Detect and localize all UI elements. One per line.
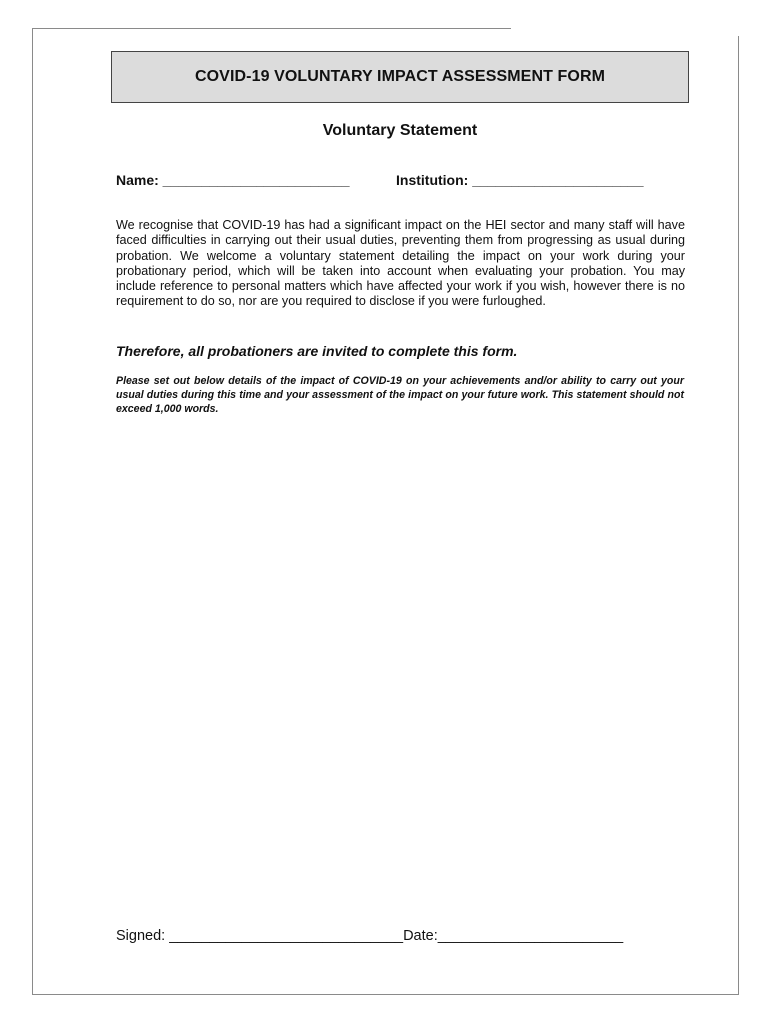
page-border-right	[738, 36, 739, 995]
intro-paragraph: We recognise that COVID-19 has had a significant impact on the HEI sector and many staff will have faced difficulties in carrying out their usual duties, preventing them from progressing as usual during probation. We welcome a voluntary statement detailing the impact on your work during your probationary period, which will be taken into account when evaluating your probation. You may include reference to personal matters which have affected your work if you wish, however there is no requirement to do so, nor are you required to disclose if you were furloughed.	[116, 218, 685, 309]
institution-field[interactable]: Institution: ______________________	[396, 172, 644, 188]
name-institution-row	[116, 172, 686, 188]
form-subtitle: Voluntary Statement	[322, 122, 478, 139]
instructions-text: Please set out below details of the impact of COVID-19 on your achievements and/or ability to carry out your usual duties during this time and your assessment of the impact on your future work. This statement should not exceed 1,000 words.	[116, 375, 684, 415]
invitation-text: Therefore, all probationers are invited to complete this form.	[116, 343, 518, 359]
form-title: COVID-19 VOLUNTARY IMPACT ASSESSMENT FORM	[194, 68, 606, 85]
name-field[interactable]: Name: ________________________	[116, 172, 350, 188]
signed-field[interactable]: Signed: _____________________________	[116, 928, 404, 944]
page-border-top	[32, 28, 511, 29]
signature-row	[116, 928, 686, 944]
form-title-box	[111, 51, 689, 103]
date-field[interactable]: Date:_______________________	[403, 928, 624, 944]
page-border-left	[32, 28, 33, 995]
page-border-bottom	[32, 994, 739, 995]
